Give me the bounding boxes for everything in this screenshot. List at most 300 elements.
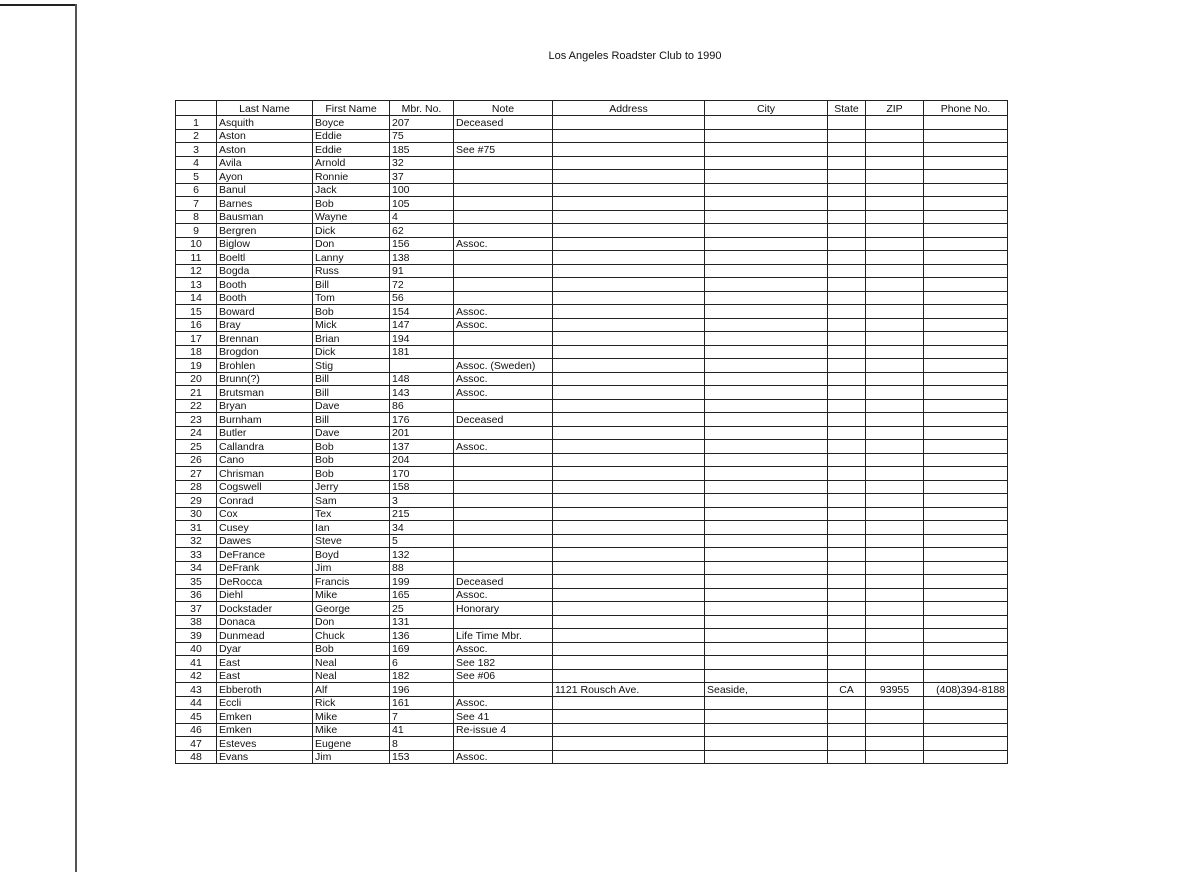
phone-cell bbox=[924, 723, 1008, 737]
note-cell bbox=[454, 737, 553, 751]
table-row bbox=[176, 251, 1008, 265]
address-cell bbox=[553, 588, 705, 602]
phone-cell bbox=[924, 642, 1008, 656]
note-cell: Assoc. bbox=[454, 642, 553, 656]
note-cell: Assoc. (Sweden) bbox=[454, 359, 553, 373]
col-zip-header: ZIP bbox=[866, 101, 924, 116]
zip-cell bbox=[866, 210, 924, 224]
city-cell bbox=[705, 588, 828, 602]
member-number-cell: 143 bbox=[390, 386, 454, 400]
state-cell bbox=[828, 494, 866, 508]
state-cell bbox=[828, 656, 866, 670]
last-name-cell: Bausman bbox=[217, 210, 313, 224]
note-cell bbox=[454, 345, 553, 359]
col-address-header: Address bbox=[553, 101, 705, 116]
address-cell bbox=[553, 507, 705, 521]
row-number: 44 bbox=[176, 696, 217, 710]
last-name-cell: Bergren bbox=[217, 224, 313, 238]
state-cell bbox=[828, 737, 866, 751]
city-cell bbox=[705, 332, 828, 346]
col-city-header: City bbox=[705, 101, 828, 116]
city-cell bbox=[705, 426, 828, 440]
member-number-cell: 8 bbox=[390, 737, 454, 751]
state-cell bbox=[828, 440, 866, 454]
city-cell bbox=[705, 413, 828, 427]
note-cell: Assoc. bbox=[454, 386, 553, 400]
member-number-cell: 182 bbox=[390, 669, 454, 683]
last-name-cell: Burnham bbox=[217, 413, 313, 427]
member-number-cell: 154 bbox=[390, 305, 454, 319]
zip-cell bbox=[866, 197, 924, 211]
last-name-cell: Cox bbox=[217, 507, 313, 521]
member-number-cell: 170 bbox=[390, 467, 454, 481]
city-cell bbox=[705, 750, 828, 764]
first-name-cell: Arnold bbox=[313, 156, 390, 170]
city-cell bbox=[705, 264, 828, 278]
phone-cell bbox=[924, 453, 1008, 467]
last-name-cell: Boeltl bbox=[217, 251, 313, 265]
member-number-cell: 32 bbox=[390, 156, 454, 170]
state-cell bbox=[828, 521, 866, 535]
col-state-header: State bbox=[828, 101, 866, 116]
note-cell: See 41 bbox=[454, 710, 553, 724]
member-number-cell: 215 bbox=[390, 507, 454, 521]
note-cell bbox=[454, 183, 553, 197]
city-cell bbox=[705, 210, 828, 224]
note-cell bbox=[454, 615, 553, 629]
member-number-cell: 88 bbox=[390, 561, 454, 575]
address-cell bbox=[553, 210, 705, 224]
first-name-cell: Bill bbox=[313, 278, 390, 292]
phone-cell bbox=[924, 224, 1008, 238]
first-name-cell: Tom bbox=[313, 291, 390, 305]
first-name-cell: Dave bbox=[313, 426, 390, 440]
member-number-cell: 176 bbox=[390, 413, 454, 427]
city-cell bbox=[705, 291, 828, 305]
last-name-cell: Aston bbox=[217, 129, 313, 143]
member-number-cell: 201 bbox=[390, 426, 454, 440]
first-name-cell: Brian bbox=[313, 332, 390, 346]
state-cell bbox=[828, 116, 866, 130]
address-cell bbox=[553, 399, 705, 413]
table-row bbox=[176, 683, 1008, 697]
table-row bbox=[176, 696, 1008, 710]
city-cell bbox=[705, 656, 828, 670]
member-number-cell: 137 bbox=[390, 440, 454, 454]
first-name-cell: Don bbox=[313, 237, 390, 251]
address-cell bbox=[553, 143, 705, 157]
phone-cell bbox=[924, 561, 1008, 575]
first-name-cell: Lanny bbox=[313, 251, 390, 265]
note-cell: Assoc. bbox=[454, 372, 553, 386]
first-name-cell: Dick bbox=[313, 345, 390, 359]
row-number: 8 bbox=[176, 210, 217, 224]
first-name-cell: George bbox=[313, 602, 390, 616]
last-name-cell: East bbox=[217, 669, 313, 683]
table-row bbox=[176, 642, 1008, 656]
first-name-cell: Sam bbox=[313, 494, 390, 508]
zip-cell bbox=[866, 548, 924, 562]
phone-cell bbox=[924, 494, 1008, 508]
note-cell bbox=[454, 507, 553, 521]
address-cell bbox=[553, 251, 705, 265]
phone-cell bbox=[924, 696, 1008, 710]
row-number: 39 bbox=[176, 629, 217, 643]
row-number: 23 bbox=[176, 413, 217, 427]
state-cell bbox=[828, 305, 866, 319]
last-name-cell: Dawes bbox=[217, 534, 313, 548]
zip-cell bbox=[866, 264, 924, 278]
state-cell bbox=[828, 413, 866, 427]
row-number: 21 bbox=[176, 386, 217, 400]
zip-cell bbox=[866, 656, 924, 670]
phone-cell bbox=[924, 467, 1008, 481]
row-number: 37 bbox=[176, 602, 217, 616]
zip-cell bbox=[866, 737, 924, 751]
note-cell bbox=[454, 156, 553, 170]
last-name-cell: Esteves bbox=[217, 737, 313, 751]
row-number: 24 bbox=[176, 426, 217, 440]
address-cell bbox=[553, 696, 705, 710]
last-name-cell: Emken bbox=[217, 710, 313, 724]
address-cell bbox=[553, 642, 705, 656]
zip-cell bbox=[866, 143, 924, 157]
address-cell bbox=[553, 156, 705, 170]
phone-cell bbox=[924, 710, 1008, 724]
table-row bbox=[176, 723, 1008, 737]
row-number: 32 bbox=[176, 534, 217, 548]
last-name-cell: Brutsman bbox=[217, 386, 313, 400]
phone-cell bbox=[924, 669, 1008, 683]
state-cell bbox=[828, 237, 866, 251]
last-name-cell: Emken bbox=[217, 723, 313, 737]
note-cell bbox=[454, 467, 553, 481]
note-cell: Assoc. bbox=[454, 440, 553, 454]
address-cell bbox=[553, 291, 705, 305]
zip-cell bbox=[866, 494, 924, 508]
phone-cell bbox=[924, 615, 1008, 629]
state-cell bbox=[828, 399, 866, 413]
phone-cell bbox=[924, 156, 1008, 170]
last-name-cell: Boward bbox=[217, 305, 313, 319]
zip-cell bbox=[866, 561, 924, 575]
zip-cell bbox=[866, 305, 924, 319]
city-cell bbox=[705, 386, 828, 400]
phone-cell bbox=[924, 602, 1008, 616]
member-number-cell: 158 bbox=[390, 480, 454, 494]
city-cell bbox=[705, 534, 828, 548]
state-cell bbox=[828, 750, 866, 764]
row-number: 3 bbox=[176, 143, 217, 157]
phone-cell bbox=[924, 332, 1008, 346]
city-cell bbox=[705, 156, 828, 170]
row-number: 28 bbox=[176, 480, 217, 494]
first-name-cell: Jerry bbox=[313, 480, 390, 494]
city-cell bbox=[705, 183, 828, 197]
zip-cell bbox=[866, 669, 924, 683]
member-number-cell: 156 bbox=[390, 237, 454, 251]
address-cell bbox=[553, 318, 705, 332]
address-cell bbox=[553, 332, 705, 346]
note-cell bbox=[454, 197, 553, 211]
table-row bbox=[176, 494, 1008, 508]
note-cell: Assoc. bbox=[454, 696, 553, 710]
state-cell bbox=[828, 170, 866, 184]
last-name-cell: Donaca bbox=[217, 615, 313, 629]
member-number-cell: 181 bbox=[390, 345, 454, 359]
city-cell bbox=[705, 143, 828, 157]
note-cell: Honorary bbox=[454, 602, 553, 616]
row-number: 6 bbox=[176, 183, 217, 197]
address-cell bbox=[553, 467, 705, 481]
table-row bbox=[176, 561, 1008, 575]
roster-body bbox=[176, 116, 1008, 764]
phone-cell bbox=[924, 318, 1008, 332]
note-cell: Deceased bbox=[454, 575, 553, 589]
phone-cell bbox=[924, 129, 1008, 143]
member-number-cell: 91 bbox=[390, 264, 454, 278]
address-cell bbox=[553, 602, 705, 616]
phone-cell bbox=[924, 575, 1008, 589]
zip-cell bbox=[866, 278, 924, 292]
phone-cell bbox=[924, 386, 1008, 400]
member-number-cell: 37 bbox=[390, 170, 454, 184]
address-cell bbox=[553, 723, 705, 737]
header-row bbox=[176, 101, 1008, 116]
table-row bbox=[176, 318, 1008, 332]
col-first-name-header: First Name bbox=[313, 101, 390, 116]
state-cell bbox=[828, 251, 866, 265]
table-row bbox=[176, 264, 1008, 278]
row-number: 36 bbox=[176, 588, 217, 602]
last-name-cell: Dunmead bbox=[217, 629, 313, 643]
table-row bbox=[176, 359, 1008, 373]
member-number-cell: 131 bbox=[390, 615, 454, 629]
last-name-cell: Asquith bbox=[217, 116, 313, 130]
address-cell bbox=[553, 129, 705, 143]
note-cell: Re-issue 4 bbox=[454, 723, 553, 737]
zip-cell bbox=[866, 440, 924, 454]
member-number-cell: 6 bbox=[390, 656, 454, 670]
address-cell bbox=[553, 278, 705, 292]
row-number: 4 bbox=[176, 156, 217, 170]
state-cell bbox=[828, 183, 866, 197]
city-cell bbox=[705, 224, 828, 238]
last-name-cell: Brennan bbox=[217, 332, 313, 346]
row-number: 42 bbox=[176, 669, 217, 683]
first-name-cell: Eddie bbox=[313, 129, 390, 143]
address-cell bbox=[553, 386, 705, 400]
member-number-cell: 204 bbox=[390, 453, 454, 467]
member-number-cell: 100 bbox=[390, 183, 454, 197]
state-cell bbox=[828, 224, 866, 238]
last-name-cell: DeFrance bbox=[217, 548, 313, 562]
city-cell bbox=[705, 723, 828, 737]
zip-cell bbox=[866, 710, 924, 724]
table-row bbox=[176, 197, 1008, 211]
zip-cell bbox=[866, 318, 924, 332]
zip-cell bbox=[866, 251, 924, 265]
note-cell: Assoc. bbox=[454, 237, 553, 251]
first-name-cell: Steve bbox=[313, 534, 390, 548]
last-name-cell: Ayon bbox=[217, 170, 313, 184]
phone-cell bbox=[924, 521, 1008, 535]
note-cell: See #06 bbox=[454, 669, 553, 683]
state-cell bbox=[828, 588, 866, 602]
row-number: 40 bbox=[176, 642, 217, 656]
last-name-cell: Chrisman bbox=[217, 467, 313, 481]
phone-cell bbox=[924, 750, 1008, 764]
note-cell bbox=[454, 210, 553, 224]
city-cell bbox=[705, 737, 828, 751]
table-row bbox=[176, 116, 1008, 130]
phone-cell bbox=[924, 237, 1008, 251]
first-name-cell: Bob bbox=[313, 642, 390, 656]
member-number-cell: 72 bbox=[390, 278, 454, 292]
table-row bbox=[176, 629, 1008, 643]
member-number-cell: 169 bbox=[390, 642, 454, 656]
row-number: 43 bbox=[176, 683, 217, 697]
last-name-cell: Brohlen bbox=[217, 359, 313, 373]
phone-cell bbox=[924, 345, 1008, 359]
note-cell: Life Time Mbr. bbox=[454, 629, 553, 643]
city-cell bbox=[705, 521, 828, 535]
zip-cell bbox=[866, 399, 924, 413]
zip-cell bbox=[866, 413, 924, 427]
note-cell: Assoc. bbox=[454, 750, 553, 764]
address-cell bbox=[553, 669, 705, 683]
state-cell: CA bbox=[828, 683, 866, 697]
table-row bbox=[176, 210, 1008, 224]
state-cell bbox=[828, 278, 866, 292]
member-number-cell: 56 bbox=[390, 291, 454, 305]
phone-cell bbox=[924, 629, 1008, 643]
note-cell bbox=[454, 480, 553, 494]
zip-cell bbox=[866, 345, 924, 359]
address-cell bbox=[553, 359, 705, 373]
member-number-cell: 196 bbox=[390, 683, 454, 697]
note-cell bbox=[454, 521, 553, 535]
table-row bbox=[176, 183, 1008, 197]
row-number: 35 bbox=[176, 575, 217, 589]
last-name-cell: Evans bbox=[217, 750, 313, 764]
state-cell bbox=[828, 318, 866, 332]
table-row bbox=[176, 521, 1008, 535]
city-cell bbox=[705, 116, 828, 130]
first-name-cell: Eugene bbox=[313, 737, 390, 751]
table-row bbox=[176, 480, 1008, 494]
table-row bbox=[176, 440, 1008, 454]
member-number-cell: 136 bbox=[390, 629, 454, 643]
note-cell bbox=[454, 332, 553, 346]
phone-cell bbox=[924, 399, 1008, 413]
address-cell bbox=[553, 575, 705, 589]
zip-cell bbox=[866, 372, 924, 386]
phone-cell: (408)394-8188 bbox=[924, 683, 1008, 697]
address-cell bbox=[553, 750, 705, 764]
member-number-cell: 34 bbox=[390, 521, 454, 535]
state-cell bbox=[828, 156, 866, 170]
city-cell bbox=[705, 399, 828, 413]
state-cell bbox=[828, 291, 866, 305]
phone-cell bbox=[924, 183, 1008, 197]
state-cell bbox=[828, 426, 866, 440]
first-name-cell: Ian bbox=[313, 521, 390, 535]
address-cell bbox=[553, 737, 705, 751]
first-name-cell: Mick bbox=[313, 318, 390, 332]
address-cell bbox=[553, 264, 705, 278]
col-note-header: Note bbox=[454, 101, 553, 116]
zip-cell bbox=[866, 629, 924, 643]
first-name-cell: Russ bbox=[313, 264, 390, 278]
zip-cell bbox=[866, 386, 924, 400]
row-number: 34 bbox=[176, 561, 217, 575]
last-name-cell: DeFrank bbox=[217, 561, 313, 575]
phone-cell bbox=[924, 197, 1008, 211]
state-cell bbox=[828, 480, 866, 494]
note-cell bbox=[454, 561, 553, 575]
note-cell bbox=[454, 426, 553, 440]
first-name-cell: Mike bbox=[313, 723, 390, 737]
phone-cell bbox=[924, 372, 1008, 386]
member-number-cell: 194 bbox=[390, 332, 454, 346]
state-cell bbox=[828, 548, 866, 562]
row-number: 2 bbox=[176, 129, 217, 143]
first-name-cell: Mike bbox=[313, 710, 390, 724]
member-number-cell: 199 bbox=[390, 575, 454, 589]
table-row bbox=[176, 345, 1008, 359]
table-row bbox=[176, 386, 1008, 400]
first-name-cell: Jim bbox=[313, 561, 390, 575]
state-cell bbox=[828, 629, 866, 643]
member-number-cell: 5 bbox=[390, 534, 454, 548]
row-number: 18 bbox=[176, 345, 217, 359]
city-cell bbox=[705, 345, 828, 359]
note-cell bbox=[454, 278, 553, 292]
zip-cell bbox=[866, 507, 924, 521]
note-cell bbox=[454, 494, 553, 508]
phone-cell bbox=[924, 440, 1008, 454]
address-cell bbox=[553, 183, 705, 197]
city-cell bbox=[705, 629, 828, 643]
city-cell bbox=[705, 494, 828, 508]
city-cell bbox=[705, 561, 828, 575]
member-number-cell: 153 bbox=[390, 750, 454, 764]
city-cell bbox=[705, 170, 828, 184]
city-cell bbox=[705, 642, 828, 656]
city-cell bbox=[705, 575, 828, 589]
state-cell bbox=[828, 561, 866, 575]
address-cell bbox=[553, 345, 705, 359]
row-number: 48 bbox=[176, 750, 217, 764]
table-row bbox=[176, 332, 1008, 346]
note-cell bbox=[454, 534, 553, 548]
city-cell bbox=[705, 237, 828, 251]
last-name-cell: Cano bbox=[217, 453, 313, 467]
page-title: Los Angeles Roadster Club to 1990 bbox=[548, 50, 722, 62]
first-name-cell: Tex bbox=[313, 507, 390, 521]
first-name-cell: Dick bbox=[313, 224, 390, 238]
row-number: 30 bbox=[176, 507, 217, 521]
row-number: 12 bbox=[176, 264, 217, 278]
zip-cell bbox=[866, 224, 924, 238]
city-cell bbox=[705, 251, 828, 265]
zip-cell bbox=[866, 602, 924, 616]
member-number-cell: 86 bbox=[390, 399, 454, 413]
member-number-cell: 4 bbox=[390, 210, 454, 224]
last-name-cell: Dyar bbox=[217, 642, 313, 656]
note-cell: Assoc. bbox=[454, 588, 553, 602]
